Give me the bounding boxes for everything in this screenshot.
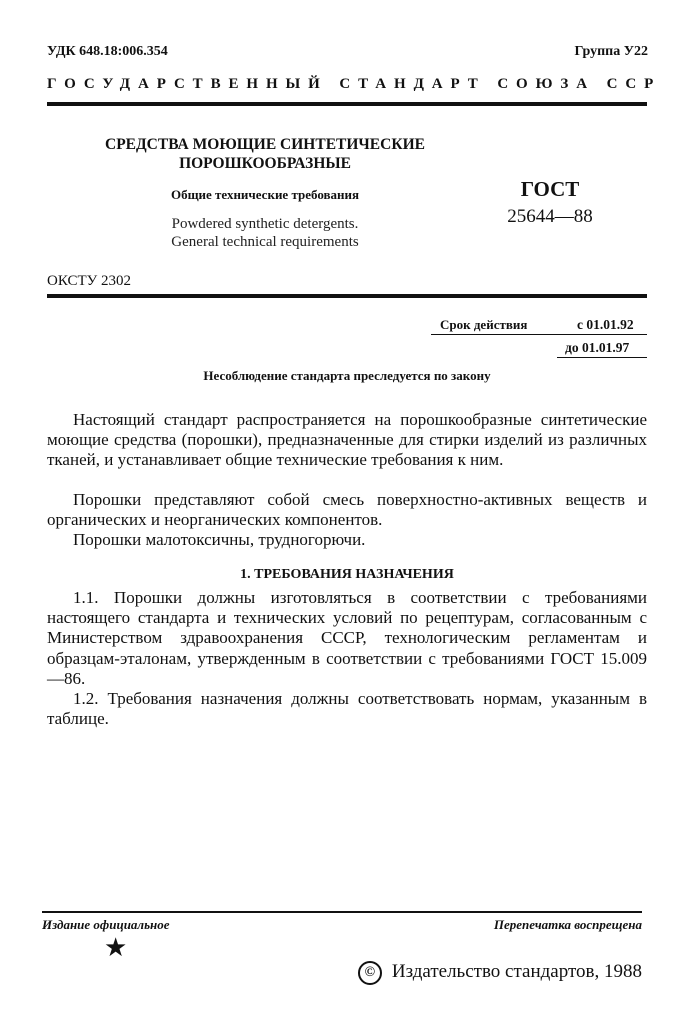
clause-1-1 [47, 588, 647, 689]
gost-number: 25644—88 [507, 206, 593, 227]
validity-underline [431, 334, 647, 335]
footer-rule [42, 911, 642, 913]
intro-paragraph-2 [47, 490, 647, 530]
clause-1-2 [47, 689, 647, 729]
validity-label: Срок действия [440, 317, 528, 332]
title-line-1: СРЕДСТВА МОЮЩИЕ СИНТЕТИЧЕСКИЕ [105, 136, 425, 153]
reprint-prohibited-label: Перепечатка воспрещена [493, 917, 642, 932]
section-1-title: 1. ТРЕБОВАНИЯ НАЗНАЧЕНИЯ [240, 567, 454, 582]
intro-paragraph-2-text: Порошки представляют собой смесь поверхностно-активных веществ и органических и неорганических компонентов. [47, 490, 647, 530]
clause-1-1-text: 1.1. Порошки должны изготовляться в соответствии с требованиями настоящего стандарта и технических условий по рецептурам, согласованным с Министерством здравоохранения СССР, технологическим регламентам и образцам-эталонам, утвержденным в соответствии с требованиями ГОСТ 15.009—86. [47, 588, 647, 688]
validity-to: до 01.01.97 [565, 340, 630, 355]
english-title-line-1: Powdered synthetic detergents. [171, 216, 359, 232]
law-notice: Несоблюдение стандарта преследуется по закону [203, 368, 491, 383]
publisher-text: Издательство стандартов, 1988 [391, 961, 642, 982]
copyright-icon: © [358, 961, 382, 985]
mid-rule [47, 294, 647, 298]
group-code: Группа У22 [574, 44, 648, 59]
title-line-2: ПОРОШКООБРАЗНЫЕ [179, 155, 351, 172]
intro-paragraph-1 [47, 410, 647, 471]
official-edition-label: Издание официальное [42, 917, 170, 932]
validity-to-underline [557, 357, 647, 358]
copyright-line [358, 961, 642, 985]
intro-paragraph-3-text: Порошки малотоксичны, трудногорючи. [73, 530, 366, 549]
english-title-line-2: General technical requirements [171, 234, 359, 250]
intro-paragraph-1-text: Настоящий стандарт распространяется на порошкообразные синтетические моющие средства (порошки), предназначенные для стирки изделий из различных тканей, и устанавливает общие технические требования к ним. [47, 410, 647, 470]
subtitle: Общие технические требования [170, 187, 360, 202]
top-rule [47, 102, 647, 106]
udk-code: УДК 648.18:006.354 [47, 44, 168, 59]
validity-from: с 01.01.92 [577, 317, 634, 332]
star-icon: ★ [104, 933, 128, 962]
intro-paragraph-3 [47, 530, 647, 550]
okstu-code: ОКСТУ 2302 [47, 273, 132, 289]
clause-1-2-text: 1.2. Требования назначения должны соответствовать нормам, указанным в таблице. [47, 689, 647, 729]
gost-label: ГОСТ [520, 177, 580, 201]
state-standard-banner: ГОСУДАРСТВЕННЫЙ СТАНДАРТ СОЮЗА ССР [47, 76, 662, 92]
